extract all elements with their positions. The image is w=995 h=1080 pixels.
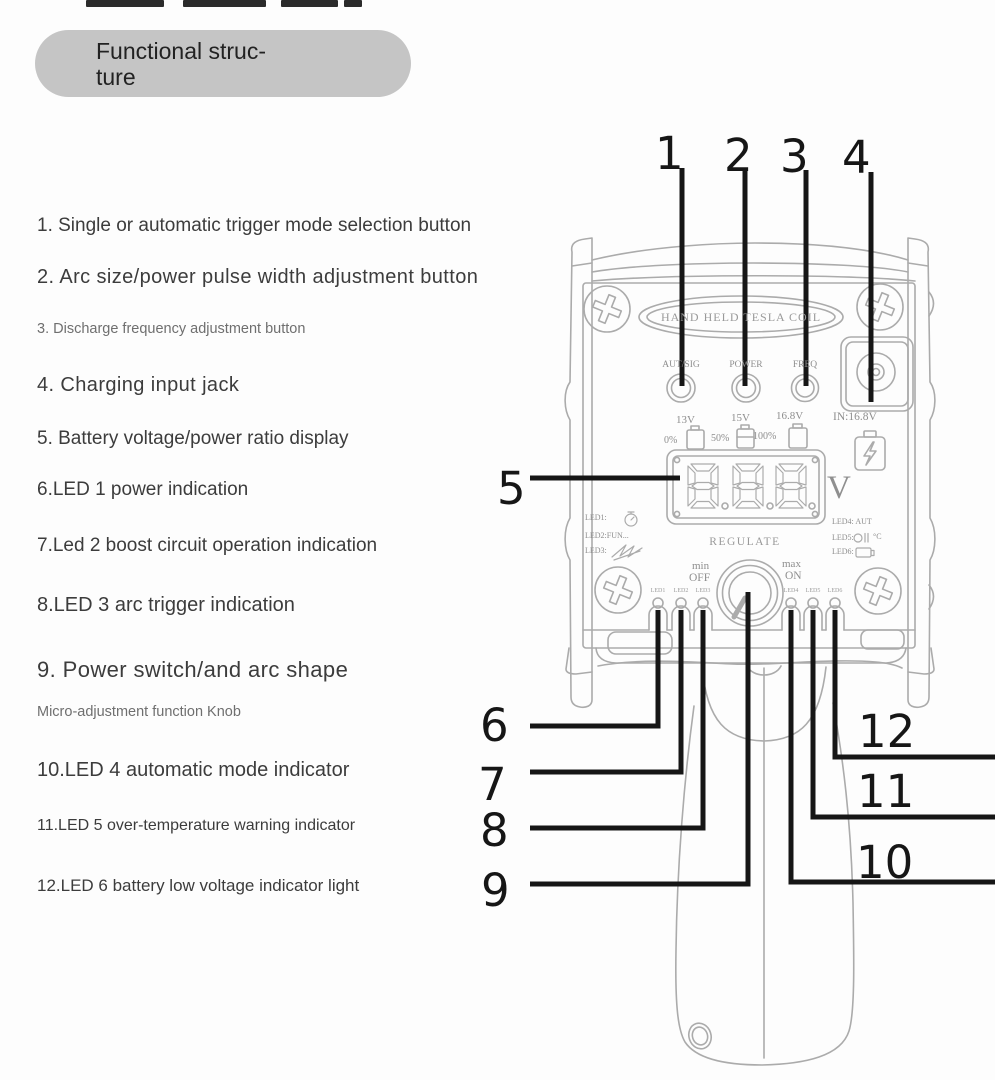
list-item: 4. Charging input jack: [37, 374, 240, 396]
brand-label: HAND HELD TESLA COIL: [660, 310, 822, 324]
screw-icon: [595, 567, 641, 613]
list-item: 10.LED 4 automatic mode indicator: [37, 759, 350, 781]
low-battery-icon: [856, 548, 874, 557]
knob-on-label: ON: [785, 570, 802, 582]
callout-number-12: 12: [858, 705, 916, 758]
legend-led3: LED3:: [585, 546, 607, 555]
list-item: 5. Battery voltage/power ratio display: [37, 428, 349, 449]
voltage-display: [667, 450, 825, 524]
list-item: 11.LED 5 over-temperature warning indicator: [37, 817, 356, 834]
arc-zigzag-icon: [612, 545, 642, 560]
led6-label: LED6: [827, 588, 843, 594]
legend-led1: LED1:: [585, 513, 607, 522]
page-title: Functional struc- ture: [96, 38, 267, 90]
led5-label: LED5: [805, 588, 821, 594]
legend-led4: LED4: AUT: [832, 517, 872, 526]
list-item: 2. Arc size/power pulse width adjustment button: [37, 266, 479, 288]
callout-number-4: 4: [842, 131, 871, 184]
legend-led5-unit: °C: [873, 532, 882, 541]
left-rail: [565, 238, 592, 707]
callout-number-9: 9: [481, 864, 510, 917]
charging-jack: [841, 337, 913, 411]
callout-number-1: 1: [655, 127, 684, 180]
top-cap: [592, 243, 915, 281]
led3-label: LED3: [695, 588, 711, 594]
percent-label-0: 0%: [664, 435, 678, 446]
list-item: 3. Discharge frequency adjustment button: [37, 321, 306, 337]
list-item: 8.LED 3 arc trigger indication: [37, 594, 295, 616]
callout-number-2: 2: [724, 129, 753, 182]
power-timer-icon: [625, 512, 637, 526]
legend-led5: LED5:: [832, 533, 854, 542]
voltage-label-13v: 13V: [676, 414, 695, 426]
percent-label-50: 50%: [711, 433, 730, 444]
voltage-label-168v: 16.8V: [776, 410, 804, 422]
callout-number-8: 8: [480, 804, 509, 857]
over-temp-icon: [854, 534, 868, 543]
percent-label-100: 100%: [753, 431, 777, 442]
callout-number-5: 5: [497, 462, 526, 515]
screw-icon: [855, 568, 901, 614]
led4-label: LED4: [783, 588, 799, 594]
callout-number-7: 7: [478, 758, 507, 811]
list-item: 6.LED 1 power indication: [37, 479, 249, 500]
list-item: 12.LED 6 battery low voltage indicator light: [37, 876, 360, 895]
knob-off-label: OFF: [689, 572, 711, 584]
button-label-freq: FREQ: [792, 360, 818, 370]
input-jack-label: IN:16.8V: [833, 411, 877, 423]
button-label-autsig: AUT/SIG: [662, 360, 700, 370]
list-item: 9. Power switch/and arc shape: [37, 657, 349, 682]
led1-label: LED1: [650, 588, 666, 594]
list-item-subnote: Micro-adjustment function Knob: [37, 704, 241, 720]
callout-number-3: 3: [780, 130, 809, 183]
legend-led2: LED2:FUN...: [585, 531, 629, 540]
callout-number-11: 11: [857, 765, 915, 818]
regulate-label: REGULATE: [709, 536, 781, 548]
right-rail: [908, 238, 935, 707]
screw-icon: [584, 286, 630, 332]
knob-max-label: max: [782, 558, 801, 570]
legend-led6: LED6:: [832, 547, 854, 556]
button-label-power: POWER: [729, 360, 763, 370]
list-item: 1. Single or automatic trigger mode selection button: [37, 215, 472, 236]
callout-number-6: 6: [480, 699, 509, 752]
led2-label: LED2: [673, 588, 689, 594]
knob-min-label: min: [692, 560, 710, 572]
screw-icon: [857, 284, 903, 330]
charging-battery-icon: [855, 431, 885, 470]
battery-level-icons: [687, 424, 807, 449]
display-unit-label: V: [827, 470, 851, 506]
list-item: 7.Led 2 boost circuit operation indication: [37, 535, 378, 556]
voltage-label-15v: 15V: [731, 412, 750, 424]
callout-number-10: 10: [856, 836, 914, 889]
